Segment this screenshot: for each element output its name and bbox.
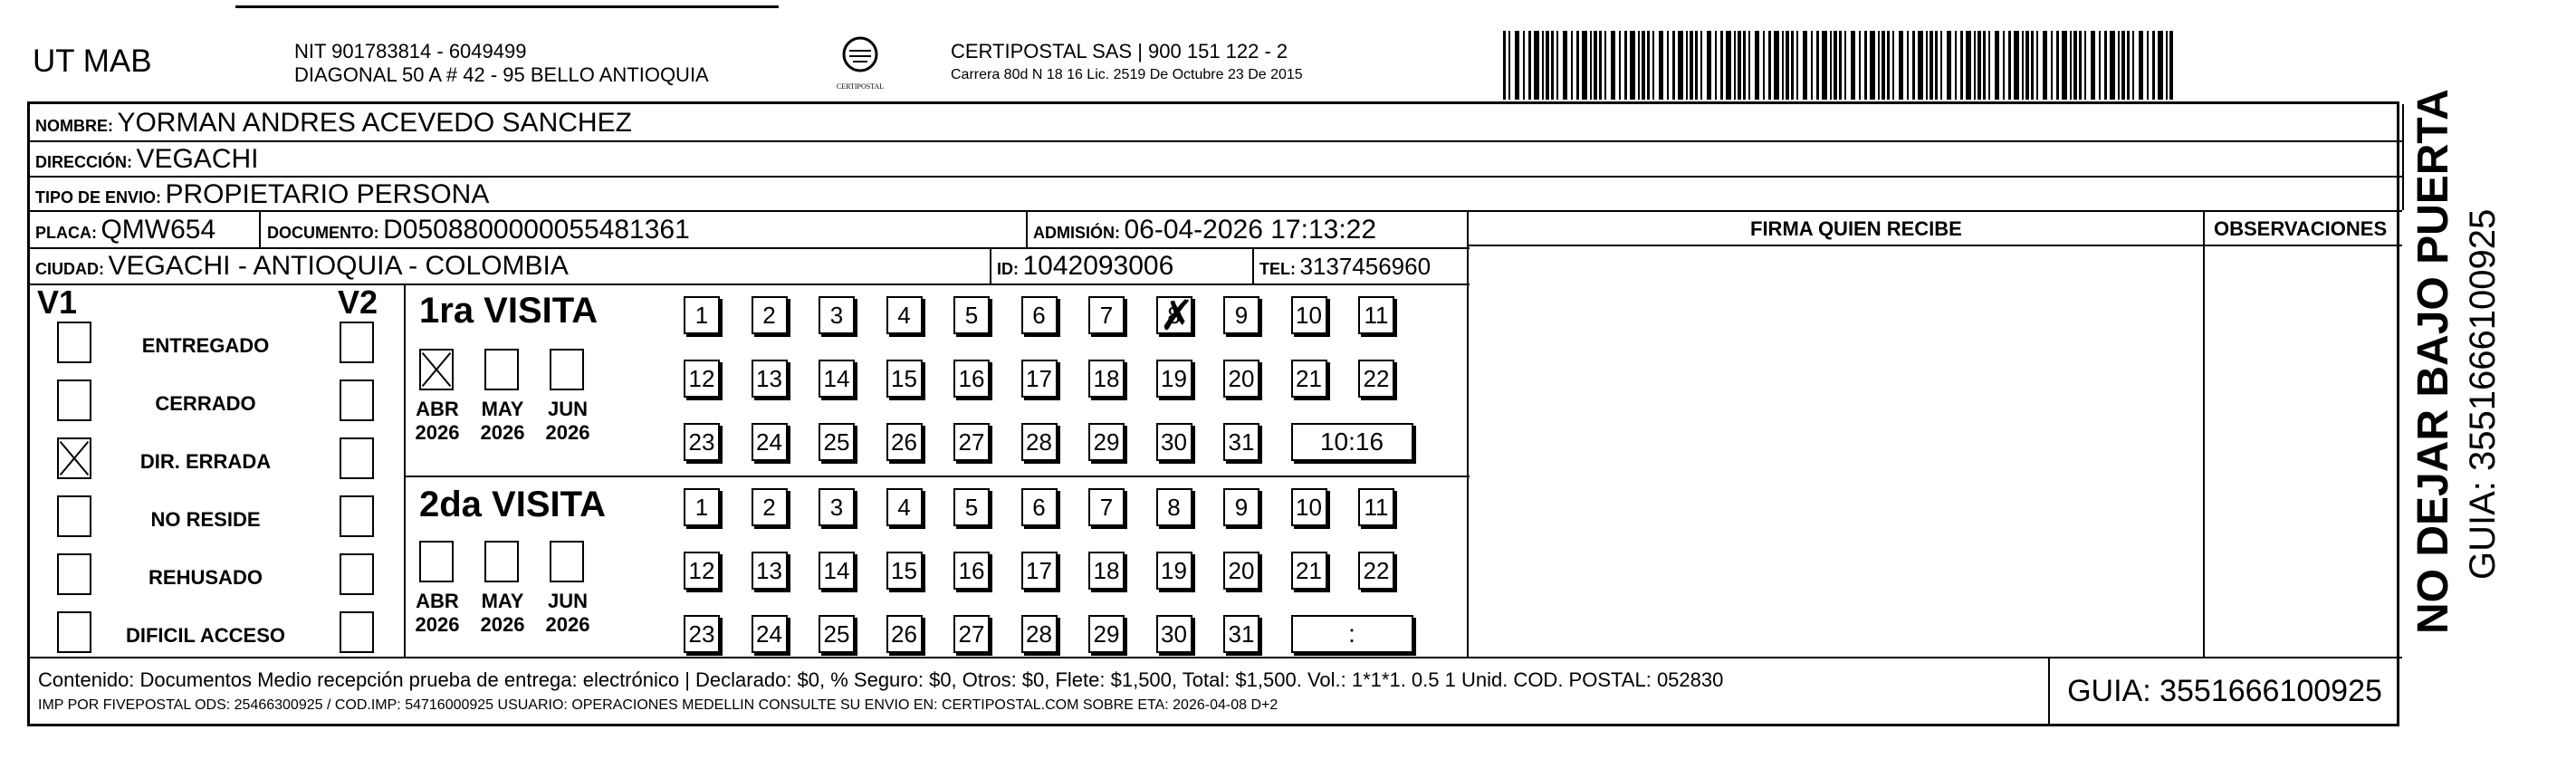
month-label <box>475 398 530 445</box>
month-checkbox[interactable] <box>550 349 584 390</box>
month-checkbox[interactable] <box>550 541 584 582</box>
barcode-bar <box>2110 31 2115 100</box>
v1-checkbox[interactable] <box>57 611 91 653</box>
barcode-bar <box>1546 31 1549 100</box>
barcode-bar <box>1542 31 1544 100</box>
v2-checkbox[interactable] <box>340 380 374 421</box>
v1-checkbox[interactable] <box>57 380 91 421</box>
barcode-bar <box>1624 31 1627 100</box>
barcode-bar <box>1955 31 1957 100</box>
barcode-bar <box>1647 31 1650 100</box>
barcode-bar <box>2070 31 2072 100</box>
barcode-bar <box>1851 31 1855 100</box>
sender-info <box>294 40 709 87</box>
day-box[interactable]: 18 <box>1088 552 1125 590</box>
day-box[interactable]: 1 <box>684 296 720 334</box>
day-box[interactable]: 22 <box>1358 360 1394 398</box>
day-box[interactable]: 13 <box>752 360 788 398</box>
barcode-bar <box>1604 31 1606 100</box>
ciudad-row <box>35 251 569 282</box>
admision-value: 06-04-2026 17:13:22 <box>1124 215 1377 245</box>
barcode-bar <box>1834 31 1837 100</box>
day-box[interactable]: 9 <box>1223 296 1259 334</box>
barcode-bar <box>1594 31 1597 100</box>
visit-time[interactable]: 10:16 <box>1291 423 1413 461</box>
day-box[interactable]: 23 <box>684 615 720 653</box>
barcode-bar <box>1974 31 1976 100</box>
barcode-bar <box>2139 31 2143 100</box>
day-box[interactable]: 12 <box>684 552 720 590</box>
barcode-bar <box>1966 31 1971 100</box>
day-box[interactable]: 17 <box>1021 360 1058 398</box>
day-box[interactable]: 18 <box>1088 360 1125 398</box>
day-box[interactable]: 26 <box>886 423 923 461</box>
barcode-bar <box>1700 31 1702 100</box>
month-year: 2026 <box>480 421 525 444</box>
barcode-bar <box>2084 31 2086 100</box>
barcode-bar <box>1786 31 1789 100</box>
month-year: 2026 <box>415 421 460 444</box>
barcode-bar <box>1690 31 1693 100</box>
day-box[interactable]: 26 <box>886 615 923 653</box>
logo-text: CERTIPOSTAL <box>836 82 885 91</box>
v1-checkbox[interactable] <box>57 495 91 537</box>
day-box[interactable]: 25 <box>819 423 855 461</box>
day-box[interactable]: 20 <box>1223 552 1259 590</box>
barcode-bar <box>1508 31 1510 100</box>
day-box[interactable]: 13 <box>752 552 788 590</box>
day-box[interactable]: 2 <box>752 296 788 334</box>
barcode-bar <box>1534 31 1539 100</box>
guia-number-box: GUIA: 3551666100925 <box>2048 657 2399 726</box>
direccion-row <box>35 144 258 175</box>
barcode-bar <box>2043 31 2047 100</box>
barcode-bar <box>1892 31 1894 100</box>
v1-label: V1 <box>37 283 78 321</box>
day-box[interactable]: 15 <box>886 552 923 590</box>
day-box[interactable]: 11 <box>1358 488 1394 526</box>
barcode-bar <box>1988 31 1990 100</box>
month-label <box>475 590 530 637</box>
month-year: 2026 <box>545 613 590 636</box>
barcode-bar <box>1864 31 1867 100</box>
direccion-label: DIRECCIÓN: <box>35 153 132 171</box>
documento-value: D0508800000055481361 <box>383 215 690 245</box>
day-box[interactable]: 10 <box>1291 488 1327 526</box>
month-year: 2026 <box>415 613 460 636</box>
carrier-line: CERTIPOSTAL SAS | 900 151 122 - 2 <box>951 40 1288 62</box>
tipo-envio-value: PROPIETARIO PERSONA <box>165 179 490 209</box>
day-box[interactable]: 12 <box>684 360 720 398</box>
day-box[interactable]: 9 <box>1223 488 1259 526</box>
barcode-bar <box>1582 31 1587 100</box>
day-box[interactable]: 3 <box>819 488 855 526</box>
certipostal-logo <box>835 34 886 92</box>
day-box[interactable]: 6 <box>1021 296 1058 334</box>
barcode-bar <box>1523 31 1525 100</box>
barcode-bar <box>1907 31 1909 100</box>
month-label <box>410 590 464 637</box>
ciudad-value: VEGACHI - ANTIOQUIA - COLOMBIA <box>108 251 569 281</box>
day-box[interactable]: 4 <box>886 488 923 526</box>
day-box[interactable]: 8 ✗ <box>1156 296 1192 334</box>
barcode-bar <box>1738 31 1741 100</box>
tel-label: TEL: <box>1259 260 1296 278</box>
barcode-bar <box>1695 31 1698 100</box>
observaciones-label: OBSERVACIONES <box>2214 217 2388 240</box>
tel-row <box>1259 253 1431 281</box>
status-label: ENTREGADO <box>141 334 270 357</box>
day-box[interactable]: 31 <box>1223 615 1259 653</box>
barcode <box>1503 31 2182 100</box>
ciudad-label: CIUDAD: <box>35 260 104 278</box>
day-box[interactable]: 1 <box>684 488 720 526</box>
month-year: 2026 <box>480 613 525 636</box>
barcode-bar <box>1659 31 1663 100</box>
day-box[interactable]: 4 <box>886 296 923 334</box>
day-box[interactable]: 10 <box>1291 296 1327 334</box>
id-label: ID: <box>997 260 1019 278</box>
shipping-label-frame <box>27 101 2399 726</box>
no-dejar-bajo-puerta: NO DEJAR BAJO PUERTA <box>2409 89 2457 634</box>
barcode-bar <box>1878 31 1880 100</box>
month-checkbox[interactable] <box>419 541 454 582</box>
nit-line: NIT 901783814 - 6049499 <box>294 40 527 62</box>
barcode-bar <box>1686 31 1688 100</box>
barcode-bar <box>1734 31 1736 100</box>
company-name: UT MAB <box>33 43 152 79</box>
barcode-bar <box>2003 31 2005 100</box>
barcode-bar <box>1977 31 1981 100</box>
day-box[interactable]: 31 <box>1223 423 1259 461</box>
day-box[interactable]: 19 <box>1156 360 1192 398</box>
barcode-bar <box>2031 31 2034 100</box>
tipo-envio-row <box>35 179 489 210</box>
barcode-bar <box>1748 31 1750 100</box>
barcode-bar <box>2118 31 2120 100</box>
carrier-info <box>951 40 1303 87</box>
visita2-title: 2da VISITA <box>419 485 606 524</box>
day-box[interactable]: 22 <box>1358 552 1394 590</box>
day-box[interactable]: 29 <box>1088 423 1125 461</box>
barcode-bar <box>2121 31 2125 100</box>
visita1-title: 1ra VISITA <box>419 291 599 331</box>
barcode-bar <box>1667 31 1669 100</box>
barcode-bar <box>1791 31 1794 100</box>
barcode-bar <box>1782 31 1784 100</box>
day-box[interactable]: 16 <box>953 360 990 398</box>
barcode-bar <box>1763 31 1765 100</box>
day-box[interactable]: 11 <box>1358 296 1394 334</box>
barcode-bar <box>1774 31 1779 100</box>
footer-print-info: IMP POR FIVEPOSTAL ODS: 25466300925 / COD.IMP: 54716000925 USUARIO: OPERACIONES MEDELLIN CONSULTE SU ENVIO EN: CERTIPOSTAL.COM SOBRE ETA: 2026-04-08 D+2 <box>38 697 1278 713</box>
status-label: CERRADO <box>155 392 256 415</box>
day-box[interactable]: 27 <box>953 423 990 461</box>
nombre-row <box>35 108 632 139</box>
v2-checkbox[interactable] <box>340 437 374 479</box>
day-box[interactable]: 17 <box>1021 552 1058 590</box>
firma-label: FIRMA QUIEN RECIBE <box>1750 217 1962 240</box>
month-checkbox[interactable] <box>484 541 519 582</box>
barcode-bar <box>1912 31 1915 100</box>
barcode-bar <box>1563 31 1567 100</box>
month-label <box>410 398 464 445</box>
barcode-bar <box>1859 31 1861 100</box>
month-label <box>541 398 595 445</box>
day-box[interactable]: 25 <box>819 615 855 653</box>
barcode-bar <box>2079 31 2082 100</box>
barcode-bar <box>2152 31 2155 100</box>
barcode-bar <box>1515 31 1519 100</box>
barcode-bar <box>1551 31 1554 100</box>
day-box[interactable]: 14 <box>819 360 855 398</box>
status-label: DIFICIL ACCESO <box>125 624 285 647</box>
day-box[interactable]: 28 <box>1021 615 1058 653</box>
month-name: JUN <box>547 398 588 420</box>
barcode-bar <box>1715 31 1717 100</box>
barcode-bar <box>2056 31 2059 100</box>
month-name: JUN <box>547 590 588 612</box>
v2-checkbox[interactable] <box>340 611 374 653</box>
barcode-bar <box>1816 31 1819 100</box>
barcode-bar <box>1995 31 1999 100</box>
barcode-bar <box>1652 31 1654 100</box>
barcode-bar <box>1796 31 1798 100</box>
day-box[interactable]: 24 <box>752 423 788 461</box>
day-box[interactable]: 28 <box>1021 423 1058 461</box>
day-box[interactable]: 24 <box>752 615 788 653</box>
barcode-bar <box>1630 31 1635 100</box>
barcode-bar <box>1576 31 1579 100</box>
barcode-bar <box>1960 31 1963 100</box>
barcode-bar <box>1768 31 1771 100</box>
barcode-bar <box>2051 31 2053 100</box>
day-box[interactable]: 5 <box>953 488 990 526</box>
barcode-bar <box>1926 31 1928 100</box>
barcode-bar <box>1839 31 1842 100</box>
placa-label: PLACA: <box>35 224 97 242</box>
barcode-bar <box>2166 31 2168 100</box>
documento-row <box>267 215 690 245</box>
v2-checkbox[interactable] <box>340 553 374 595</box>
barcode-bar <box>1720 31 1723 100</box>
day-box[interactable]: 30 <box>1156 423 1192 461</box>
month-year: 2026 <box>545 421 590 444</box>
month-checkbox[interactable] <box>419 349 454 390</box>
month-name: ABR <box>416 398 459 420</box>
license-line: Carrera 80d N 18 16 Lic. 2519 De Octubre 23 De 2015 <box>951 67 1303 82</box>
barcode-bar <box>1844 31 1846 100</box>
day-box[interactable]: 2 <box>752 488 788 526</box>
month-checkbox[interactable] <box>484 349 519 390</box>
barcode-bar <box>2008 31 2011 100</box>
tel-value: 3137456960 <box>1299 253 1432 280</box>
status-label: DIR. ERRADA <box>139 450 272 473</box>
barcode-bar <box>1930 31 1933 100</box>
day-box[interactable]: 14 <box>819 552 855 590</box>
v2-checkbox[interactable] <box>340 322 374 363</box>
v2-checkbox[interactable] <box>340 495 374 537</box>
id-value: 1042093006 <box>1022 251 1174 281</box>
barcode-bar <box>1672 31 1675 100</box>
barcode-bar <box>1899 31 1903 100</box>
barcode-bar <box>1571 31 1573 100</box>
barcode-bar <box>1590 31 1592 100</box>
day-box[interactable]: 27 <box>953 615 990 653</box>
v2-label: V2 <box>338 283 378 321</box>
barcode-bar <box>1503 31 1506 100</box>
barcode-bar <box>1822 31 1827 100</box>
status-label: REHUSADO <box>148 566 263 589</box>
barcode-bar <box>2099 31 2101 100</box>
visit-time[interactable]: : <box>1291 615 1413 653</box>
v1-checkbox[interactable] <box>57 553 91 595</box>
tipo-envio-label: TIPO DE ENVIO: <box>35 188 162 207</box>
nombre-label: NOMBRE: <box>35 117 113 135</box>
barcode-bar <box>1935 31 1938 100</box>
day-box[interactable]: 3 <box>819 296 855 334</box>
barcode-bar <box>1743 31 1746 100</box>
barcode-bar <box>1882 31 1885 100</box>
barcode-bar <box>1887 31 1890 100</box>
barcode-bar <box>1678 31 1683 100</box>
side-guia-number: GUIA: 3551666100925 <box>2463 208 2503 580</box>
status-label: NO RESIDE <box>150 508 261 531</box>
day-box[interactable]: 16 <box>953 552 990 590</box>
day-box[interactable]: 23 <box>684 423 720 461</box>
nombre-value: YORMAN ANDRES ACEVEDO SANCHEZ <box>117 108 632 138</box>
day-box[interactable]: 7 <box>1088 296 1125 334</box>
barcode-bar <box>2147 31 2149 100</box>
direccion-value: VEGACHI <box>136 144 259 174</box>
day-box[interactable]: 19 <box>1156 552 1192 590</box>
barcode-bar <box>1726 31 1731 100</box>
barcode-bar <box>2036 31 2038 100</box>
barcode-bar <box>2104 31 2107 100</box>
day-box[interactable]: 15 <box>886 360 923 398</box>
id-row <box>997 251 1173 282</box>
day-box[interactable]: 29 <box>1088 615 1125 653</box>
address-line: DIAGONAL 50 A # 42 - 95 BELLO ANTIOQUIA <box>294 63 709 86</box>
day-box[interactable]: 6 <box>1021 488 1058 526</box>
day-box[interactable]: 7 <box>1088 488 1125 526</box>
day-box[interactable]: 21 <box>1291 360 1327 398</box>
barcode-bar <box>2062 31 2067 100</box>
barcode-bar <box>2127 31 2130 100</box>
barcode-bar <box>2022 31 2024 100</box>
barcode-bar <box>2025 31 2029 100</box>
barcode-bar <box>1528 31 1531 100</box>
barcode-bar <box>1638 31 1640 100</box>
barcode-bar <box>1983 31 1986 100</box>
barcode-bar <box>2169 31 2173 100</box>
barcode-bar <box>2091 31 2095 100</box>
day-box[interactable]: 5 <box>953 296 990 334</box>
barcode-bar <box>2014 31 2019 100</box>
admision-row <box>1033 215 1376 245</box>
barcode-bar <box>1940 31 1942 100</box>
barcode-bar <box>1755 31 1759 100</box>
top-rule <box>235 5 779 8</box>
barcode-bar <box>1811 31 1813 100</box>
barcode-bar <box>1642 31 1645 100</box>
barcode-bar <box>1870 31 1875 100</box>
barcode-bar <box>1803 31 1807 100</box>
barcode-bar <box>1599 31 1602 100</box>
barcode-bar <box>2073 31 2077 100</box>
month-label <box>541 590 595 637</box>
month-name: MAY <box>481 590 524 612</box>
barcode-bar <box>1830 31 1832 100</box>
day-box[interactable]: 21 <box>1291 552 1327 590</box>
barcode-bar <box>1918 31 1923 100</box>
footer-contents: Contenido: Documentos Medio recepción prueba de entrega: electrónico | Declarado: $0, % Seguro: $0, Otros: $0, Flete: $1,500, Total: $1,500. Vol.: 1*1*1. 0.5 1 Unid. COD. POSTAL: 052830 <box>38 668 1724 691</box>
v1-checkbox[interactable] <box>57 322 91 363</box>
barcode-bar <box>1556 31 1558 100</box>
barcode-bar <box>2132 31 2134 100</box>
barcode-bar <box>1947 31 1951 100</box>
barcode-bar <box>2158 31 2163 100</box>
day-box[interactable]: 8 <box>1156 488 1192 526</box>
placa-row <box>35 215 215 245</box>
admision-label: ADMISIÓN: <box>1033 224 1120 242</box>
day-box[interactable]: 20 <box>1223 360 1259 398</box>
barcode-bar <box>1611 31 1615 100</box>
documento-label: DOCUMENTO: <box>267 224 379 242</box>
v1-checkbox[interactable] <box>57 437 91 479</box>
month-name: ABR <box>416 590 459 612</box>
placa-value: QMW654 <box>101 215 216 245</box>
barcode-bar <box>1619 31 1621 100</box>
day-box[interactable]: 30 <box>1156 615 1192 653</box>
month-name: MAY <box>481 398 524 420</box>
barcode-bar <box>1707 31 1711 100</box>
